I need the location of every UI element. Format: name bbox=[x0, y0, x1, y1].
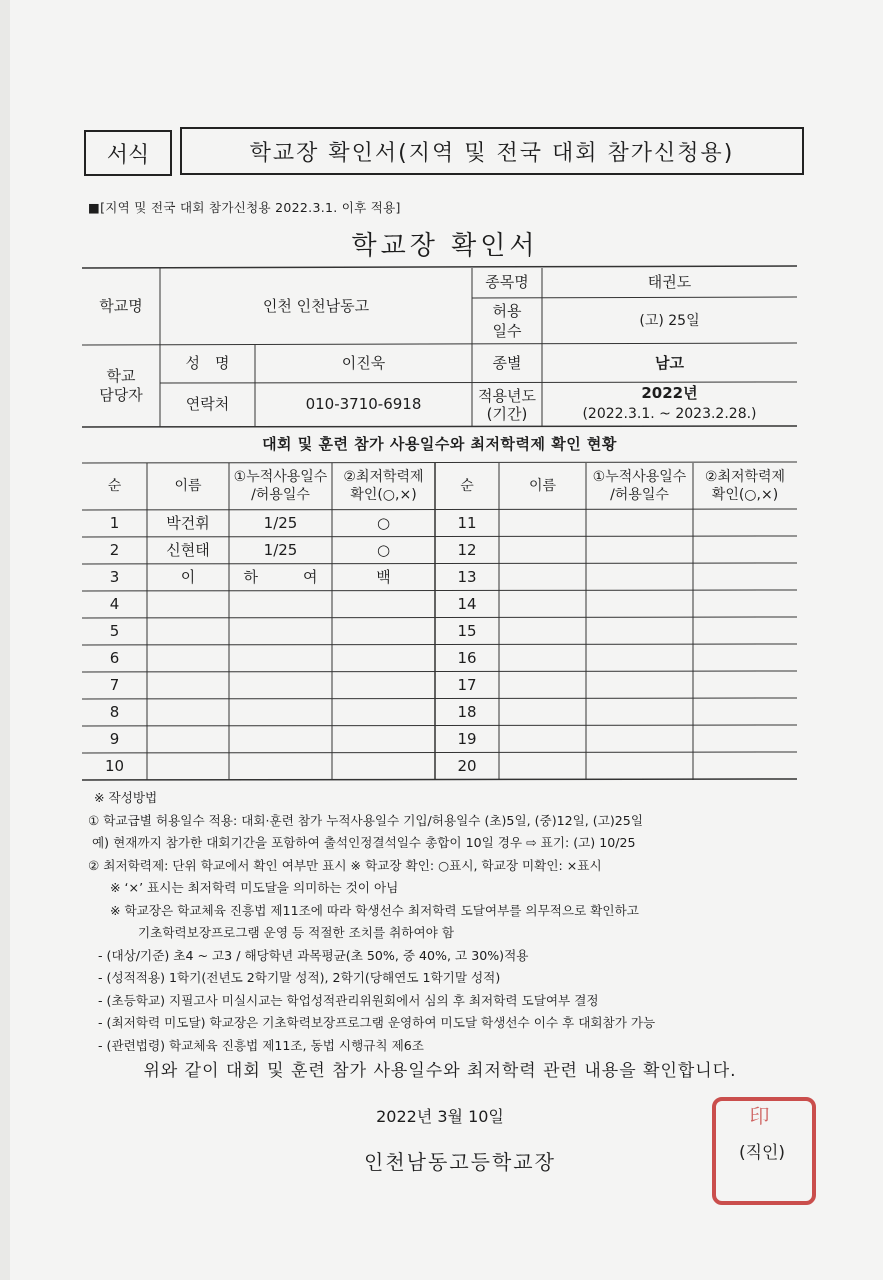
header-days: ①누적사용일수 /허용일수 bbox=[233, 469, 328, 503]
note-line: - (성적적용) 1학기(전년도 2학기말 성적), 2학기(당해연도 1학기말 성적) bbox=[98, 970, 501, 985]
category-label: 종별 bbox=[492, 354, 522, 373]
period-value: (2022.3.1. ~ 2023.2.28.) bbox=[582, 405, 757, 422]
allowed-days-value: (고) 25일 bbox=[639, 313, 700, 330]
school-name-value: 인천 인천남동고 bbox=[262, 296, 370, 315]
event-value: 태권도 bbox=[647, 273, 692, 292]
row-days: 1/25 bbox=[263, 540, 298, 559]
row-name: 이 bbox=[180, 567, 196, 586]
principal-signature: 인천남동고등학교장 bbox=[364, 1150, 556, 1174]
row-days: 1/25 bbox=[263, 513, 298, 532]
year-label: 적용년도 (기간) bbox=[478, 387, 536, 423]
contact-label: 연락처 bbox=[185, 395, 230, 414]
row-name: 박건휘 bbox=[166, 513, 210, 532]
header-name: 이름 bbox=[174, 477, 202, 494]
row-check: 백 bbox=[376, 567, 391, 586]
row-no: 5 bbox=[109, 621, 120, 640]
note-line: ※ 학교장은 학교체육 진흥법 제11조에 따라 학생선수 최저학력 도달여부를 의무적으로 확인하고 bbox=[110, 902, 639, 918]
row-no: 20 bbox=[457, 756, 477, 775]
applicable-note: ■[지역 및 전국 대회 참가신청용 2022.3.1. 이후 적용] bbox=[88, 200, 401, 215]
row-no: 10 bbox=[104, 756, 125, 775]
note-line: ① 학교급별 허용일수 적용: 대회·훈련 참가 누적사용일수 기입/허용일수 (초)5일, (중)12일, (고)25일 bbox=[88, 812, 643, 828]
note-line: - (최저학력 미도달) 학교장은 기초학력보장프로그램 운영하여 미도달 학생선수 이수 후 대회참가 가능 bbox=[98, 1015, 656, 1030]
row-no: 6 bbox=[109, 648, 120, 667]
notes-heading: ※ 작성방법 bbox=[94, 790, 158, 805]
row-name: 신현태 bbox=[166, 540, 210, 559]
name-label: 성 명 bbox=[185, 354, 230, 373]
row-no: 4 bbox=[109, 594, 120, 613]
note-line: - (관련법령) 학교체육 진흥법 제11조, 동법 시행규칙 제6조 bbox=[98, 1037, 424, 1053]
note-line: 예) 현재까지 참가한 대회기간을 포함하여 출석인정결석일수 총합이 10일 경우 ⇨ 표기: (고) 10/25 bbox=[92, 835, 636, 850]
row-no: 15 bbox=[457, 621, 477, 640]
row-no: 8 bbox=[109, 702, 120, 721]
row-no: 1 bbox=[109, 513, 120, 532]
seal-label: (직인) bbox=[738, 1143, 786, 1163]
header-no: 순 bbox=[107, 477, 122, 494]
row-check: ○ bbox=[376, 513, 391, 532]
row-check: ○ bbox=[376, 540, 391, 559]
summary-title: 대회 및 훈련 참가 사용일수와 최저학력제 확인 현황 bbox=[262, 435, 617, 454]
note-line: ※ ‘×’ 표시는 최저학력 미도달을 의미하는 것이 아님 bbox=[110, 880, 399, 895]
row-no: 9 bbox=[109, 729, 120, 748]
contact-value: 010-3710-6918 bbox=[305, 395, 422, 414]
row-no: 2 bbox=[109, 540, 120, 559]
form-label-box: 서식 bbox=[84, 130, 172, 176]
note-line: - (대상/기준) 초4 ~ 고3 / 해당학년 과목평균(초 50%, 중 40%, 고 30%)적용 bbox=[98, 947, 529, 963]
row-no: 3 bbox=[109, 567, 120, 586]
header-check: ②최저학력제 확인(○,×) bbox=[343, 469, 424, 503]
header-days: ①누적사용일수 /허용일수 bbox=[592, 469, 687, 503]
seal-mark: 印 bbox=[749, 1104, 771, 1128]
note-line: - (초등학교) 지필고사 미실시교는 학업성적관리위원회에서 심의 후 최저학력 도달여부 결정 bbox=[98, 992, 599, 1008]
writing-instructions bbox=[88, 787, 808, 1057]
row-no: 13 bbox=[457, 567, 477, 586]
issue-date: 2022년 3월 10일 bbox=[376, 1107, 504, 1126]
event-label: 종목명 bbox=[485, 273, 529, 292]
header-name: 이름 bbox=[528, 477, 557, 494]
school-name-label: 학교명 bbox=[99, 296, 143, 315]
note-line: ② 최저학력제: 단위 학교에서 확인 여부만 표시 ※ 학교장 확인: ○표시, 학교장 미확인: ×표시 bbox=[88, 857, 602, 873]
confirmation-statement: 위와 같이 대회 및 훈련 참가 사용일수와 최저학력 관련 내용을 확인합니다. bbox=[143, 1061, 737, 1081]
header-check: ②최저학력제 확인(○,×) bbox=[704, 469, 786, 503]
form-title-box: 학교장 확인서(지역 및 전국 대회 참가신청용) bbox=[180, 127, 804, 175]
document-title: 학교장 확인서 bbox=[351, 231, 539, 261]
manager-label: 학교 담당자 bbox=[99, 366, 143, 404]
row-no: 7 bbox=[109, 675, 120, 694]
row-no: 14 bbox=[457, 594, 477, 613]
row-no: 11 bbox=[457, 513, 477, 532]
row-no: 17 bbox=[457, 675, 477, 694]
year-value: 2022년 bbox=[641, 384, 698, 403]
row-no: 18 bbox=[457, 702, 477, 721]
name-value: 이진욱 bbox=[341, 354, 386, 373]
row-days: 하 여 bbox=[243, 567, 318, 586]
note-line: 기초학력보장프로그램 운영 등 적절한 조치를 취하여야 함 bbox=[138, 925, 454, 940]
allowed-days-label: 허용 일수 bbox=[492, 302, 522, 340]
row-no: 16 bbox=[457, 648, 477, 667]
header-no: 순 bbox=[460, 477, 474, 494]
category-value: 남고 bbox=[655, 354, 684, 373]
row-no: 19 bbox=[457, 729, 477, 748]
row-no: 12 bbox=[457, 540, 477, 559]
